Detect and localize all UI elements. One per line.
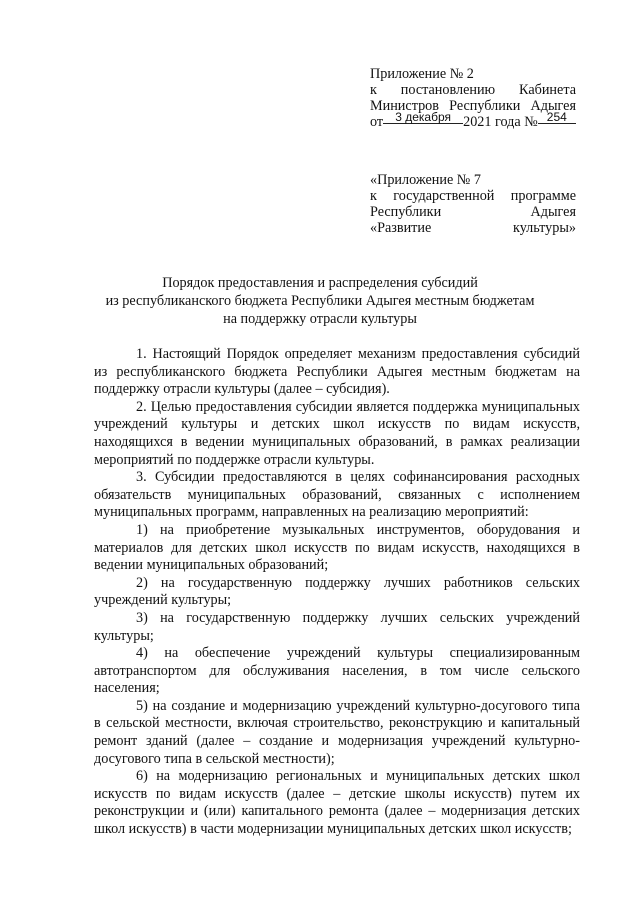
paragraph: 4) на обеспечение учреждений культуры специализированным автотранспортом для обслуживания населения, в том числе сельского населения;: [94, 645, 580, 697]
document-number: 254: [538, 111, 576, 124]
paragraph: 2. Целью предоставления субсидии является поддержка муниципальных учреждений культуры и детских школ искусств по видам искусств, находящихся в ведении муниципальных образований, в рамках реализации мероприятий по поддержке отрасли культуры.: [94, 398, 580, 468]
annex-header-7: [370, 172, 576, 236]
annex-line: к постановлению Кабинета: [370, 82, 576, 98]
document-title: [60, 274, 580, 328]
date-handwritten: 3 декабря: [383, 111, 463, 124]
annex-line: Приложение № 2: [370, 66, 474, 82]
title-line: Порядок предоставления и распределения субсидий: [162, 275, 478, 291]
annex-line: «Развитие культуры»: [370, 220, 576, 236]
paragraph: 3) на государственную поддержку лучших сельских учреждений культуры;: [94, 609, 580, 644]
annex-date-line: [370, 110, 576, 130]
date-suffix: 2021 года №: [463, 114, 538, 130]
annex-line: «Приложение № 7: [370, 172, 481, 188]
date-prefix: от: [370, 114, 384, 130]
paragraph: 1) на приобретение музыкальных инструментов, оборудования и материалов для детских школ искусств по видам искусств, находящихся в ведении муниципальных образований;: [94, 521, 580, 574]
annex-line: Республики Адыгея: [370, 204, 576, 220]
annex-line: Министров Республики Адыгея: [370, 98, 576, 114]
annex-header-2: [370, 66, 576, 130]
title-line: из республиканского бюджета Республики Адыгея местным бюджетам: [105, 293, 535, 309]
paragraph: 3. Субсидии предоставляются в целях софинансирования расходных обязательств муниципальных образований, связанных с исполнением муниципальных программ, направленных на реализацию мероприятий:: [94, 469, 580, 521]
paragraph: 2) на государственную поддержку лучших работников сельских учреждений культуры;: [94, 574, 580, 609]
annex-line: к государственной программе: [370, 188, 576, 204]
paragraph: 6) на модернизацию региональных и муниципальных детских школ искусств по видам искусств (далее – детские школы искусств) путем их реконструкции и (или) капитального ремонта (далее – модернизация детских школ искусств) в части модернизации муниципальных детских школ искусств;: [94, 768, 580, 838]
document-body: [94, 346, 580, 839]
paragraph: 5) на создание и модернизацию учреждений культурно-досугового типа в сельской местности, включая строительство, реконструкцию и капитальный ремонт зданий (далее – создание и модернизация учреждений культурно-досугового типа в сельской местности);: [94, 697, 580, 767]
paragraph: 1. Настоящий Порядок определяет механизм предоставления субсидий из республиканского бюджета Республики Адыгея местным бюджетам на поддержку отрасли культуры (далее – субсидия).: [94, 346, 580, 398]
title-line: на поддержку отрасли культуры: [223, 311, 417, 327]
